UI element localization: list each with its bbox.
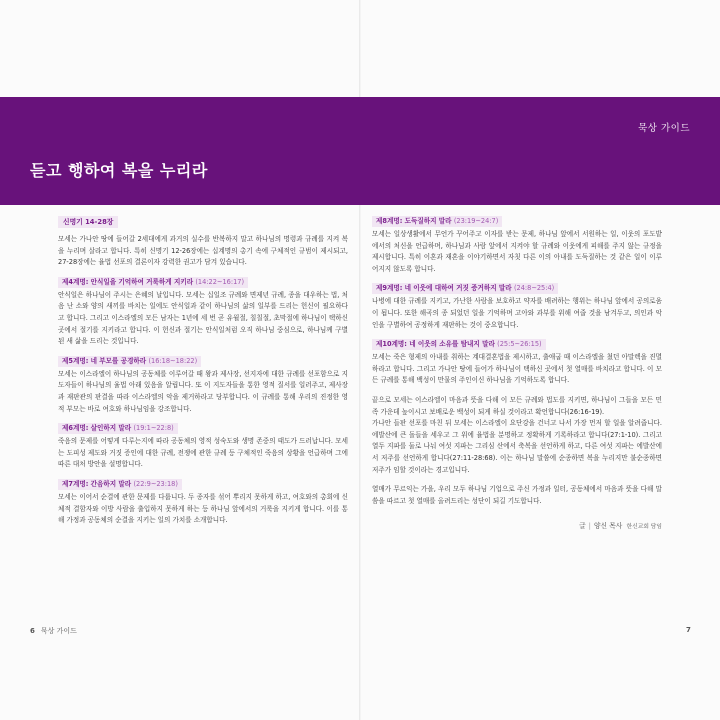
section-heading — [58, 277, 248, 288]
heading-text: 제5계명: 네 부모를 공경하라 — [62, 356, 147, 365]
conclusion-paragraph: 가나안 들판 선포를 마친 뒤 모세는 이스라엘이 요단강을 건너고 나서 가장 먼저 할 일을 알려줍니다. 에발산에 큰 돌들을 세우고 그 위에 율법을 분명하고 정확하게 기록하라고 합니다(27:1-10). 그리고 열두 지파를 둘로 나눠 여섯 지파는 그리심 산에서 축복을 선언하게 하고, 다른 여섯 지파는 에발산에서 저주를 선언하게 합니다(27:11-28:68). 이는 하나님 말씀에 순종하면 복을 누리지만 불순종하면 저주가 임할 것이라는 경고입니다. — [372, 419, 662, 474]
author-name: 양신 목사 — [593, 522, 623, 531]
prayer-section — [372, 484, 662, 507]
heading-text: 제4계명: 안식일을 기억하여 거룩하게 지키라 — [62, 277, 194, 286]
author-credit — [372, 521, 662, 534]
commandment-section — [372, 283, 662, 331]
page-number-left: 6 — [30, 627, 35, 635]
intro-section — [58, 234, 348, 269]
section-heading — [58, 479, 182, 490]
author-church: 한신교회 담임 — [626, 524, 662, 531]
heading-reference: (23:19~24:7) — [453, 217, 499, 225]
commandment-section — [58, 423, 348, 471]
footer-section-label: 묵상 가이드 — [40, 627, 77, 635]
author-prefix: 글 — [579, 522, 586, 531]
heading-reference: (24:8~25:4) — [513, 284, 555, 293]
heading-text: 제7계명: 간음하지 말라 — [62, 479, 132, 488]
heading-reference: (19:1~22:8) — [133, 424, 174, 433]
heading-reference: (25:5~26:15) — [497, 340, 542, 349]
right-column — [372, 216, 662, 534]
section-body: 안식일은 하나님이 주시는 은혜의 날입니다. 모세는 십일조 규례와 면제년 규례, 종을 대우하는 법, 처음 난 소와 양의 새끼를 바치는 일에도 안식일과 같이 하나님의 삶의 일부를 드리는 헌신이 필요하다고 합니다. 그리고 이스라엘의 모든 남자는 1년에 세 번 곧 유월절, 칠칠절, 초막절에 하나님이 택하신 곳에서 절기를 지키라고 합니다. 이 헌신과 절기는 안식일처럼 오직 하나님 중심으로, 하나님께 구별된 새 삶을 드리는 것입니다. — [58, 290, 348, 346]
section-heading — [372, 216, 502, 227]
section-body: 모세는 일상생활에서 무언가 꾸어주고 이자를 받는 문제, 하나님 앞에서 서원하는 일, 이웃의 포도밭에서의 처신을 언급하며, 하나님과 사람 앞에서 지켜야 할 규례와 이웃에게 피해를 주지 않는 규정을 제시합니다. 특히 이혼과 재혼을 이야기하면서 자칫 다른 이의 아내를 도둑질하는 것 같은 일이 이루어지지 않도록 합니다. — [372, 230, 662, 273]
intro-paragraph: 모세는 가나안 땅에 들어갈 2세대에게 과거의 실수를 반복하지 말고 하나님의 명령과 규례를 지켜 복을 누리며 살라고 합니다. 특히 신명기 12-26장에는 십계명의 총기 속에 구체적인 규범이 제시되고, 27-28장에는 율법 선포의 결론이자 강력한 권고가 담겨 있습니다. — [58, 235, 348, 267]
section-heading — [372, 339, 546, 350]
heading-text: 제6계명: 살인하지 말라 — [62, 424, 132, 433]
heading-text: 제8계명: 도둑질하지 말라 — [376, 217, 452, 225]
heading-reference: (14:22~16:17) — [195, 277, 245, 286]
section-body: 죽음의 문제를 어떻게 다루는지에 따라 공동체의 영적 성숙도와 생명 존중의 태도가 드러납니다. 모세는 도피성 제도와 거짓 증인에 대한 규례, 전쟁에 관한 규례 등 구체적인 죽음의 상황을 언급하며 그에 따른 대처 방안을 설명합니다. — [58, 437, 348, 469]
section-heading — [58, 423, 178, 434]
heading-text: 제10계명: 네 이웃의 소유를 탐내지 말라 — [376, 340, 495, 349]
author-separator: | — [588, 522, 591, 531]
commandment-section — [58, 277, 348, 348]
commandment-section — [58, 356, 348, 415]
section-body: 나병에 대한 규례를 지키고, 가난한 사람을 보호하고 약자를 배려하는 행위는 하나님 앞에서 공의로움이 됩니다. 또한 해곡의 종 되었던 일을 기억하며 고아와 과부를 위해 여줍 것을 남겨두고, 의인과 악인을 구별하여 공정하게 재판하는 것이 중요합니다. — [372, 297, 662, 329]
section-heading — [372, 283, 558, 294]
commandment-section — [372, 216, 662, 275]
heading-reference: (22:9~23:18) — [133, 479, 178, 488]
section-body: 모세는 죽은 형제의 아내를 취하는 계대결혼법을 제시하고, 출애굽 때 이스라엘을 쳤던 아말렉을 진멸하라고 합니다. 그리고 가나안 땅에 들어가 하나님이 택하신 곳에서 첫 열매를 바치라고 합니다. 이 모든 규례를 통해 백성이 만물의 주인이신 하나님을 기억하도록 합니다. — [372, 353, 662, 385]
commandment-section — [372, 339, 662, 387]
header-band — [0, 97, 720, 205]
section-body: 모세는 이어서 순결에 관한 문제를 다룹니다. 두 종자를 섞어 뿌리지 못하게 하고, 여호와의 총회에 신체적 결함자와 이방 사람을 출입하지 못하게 하는 등 하나님 앞에서의 거룩을 지키게 합니다. 이를 통해 가정과 공동체의 순결을 지키는 일의 가치를 소개합니다. — [58, 492, 348, 525]
page-title: 듣고 행하여 복을 누리라 — [30, 161, 208, 180]
left-column — [58, 216, 348, 535]
heading-reference: (16:18~18:22) — [148, 356, 198, 365]
page-number-right: 7 — [686, 626, 691, 634]
conclusion-paragraph: 끝으로 모세는 이스라엘이 마음과 뜻을 다해 이 모든 규례와 법도를 지키면, 하나님이 그들을 모든 민족 가운데 높이시고 보배로운 백성이 되게 하실 것이라고 확언합니다(26:16-19). — [372, 395, 662, 416]
section-heading — [58, 356, 201, 367]
scripture-range-tag: 신명기 14-28장 — [58, 216, 118, 228]
commandment-section — [58, 479, 348, 527]
prayer-paragraph: 열매가 무르익는 가을, 우리 모두 하나님 기업으로 주신 가정과 일터, 공동체에서 마음과 뜻을 다해 말씀을 따르고 첫 열매를 올려드리는 성단이 되길 기도합니다. — [372, 485, 662, 505]
heading-text: 제9계명: 네 이웃에 대하여 거짓 증거하지 말라 — [376, 284, 512, 293]
conclusion-section — [372, 395, 662, 476]
section-body: 모세는 이스라엘이 하나님의 공동체를 이루어갈 때 왕과 제사장, 선지자에 대한 규례를 선포함으로 지도자들이 하나님의 율법 아래 있음을 알립니다. 또 이 지도자들을 통한 영적 질서를 일러주고, 제사장과 재판관의 판결을 따라 이스라엘의 악을 제거하라고 당부합니다. 이 규례를 통해 우리의 진정한 영적 부모는 바로 여호와 하나님임을 강조합니다. — [58, 369, 348, 413]
header-section-label: 묵상 가이드 — [638, 123, 690, 134]
footer-left — [30, 626, 77, 636]
